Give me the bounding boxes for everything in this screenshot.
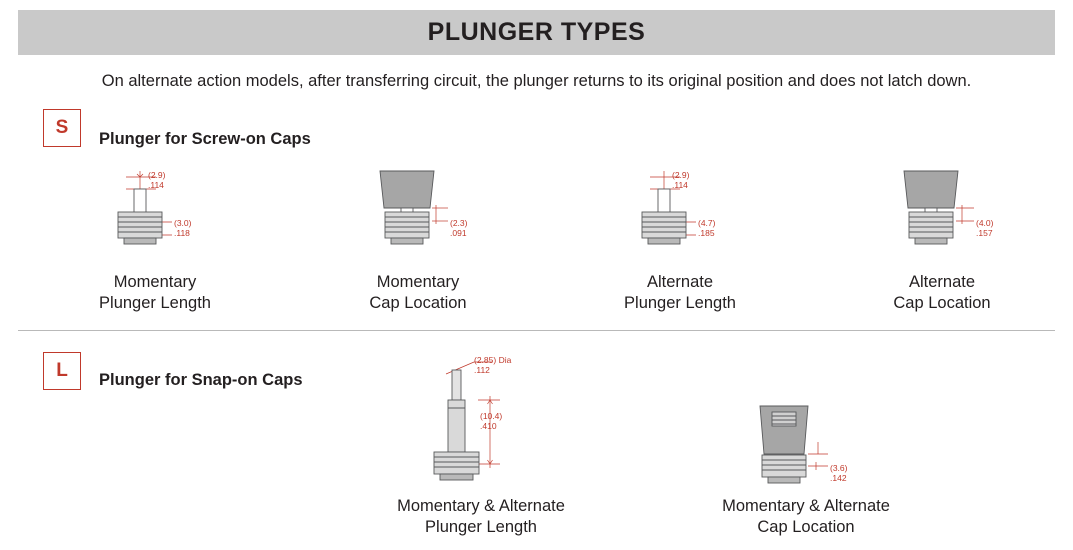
- dimension-label-2: (3.0) .118: [174, 218, 192, 238]
- section-badge-l-label: L: [56, 360, 68, 381]
- caption-alternate-plunger-length: [550, 272, 810, 314]
- figure-snap-cap-location: [748, 400, 868, 490]
- caption-line-2: Cap Location: [369, 294, 467, 312]
- dimension-label-1: (2.3) .091: [450, 218, 468, 238]
- figure-alternate-plunger-length: [634, 165, 754, 255]
- section-heading-screw-on: Plunger for Screw-on Caps: [99, 130, 311, 148]
- figure-snap-plunger-length: [432, 356, 562, 486]
- dimension-label-1: (2.85) Dia .112: [474, 355, 512, 375]
- caption-line-1: Momentary & Alternate: [397, 497, 565, 515]
- figure-momentary-plunger-length: [110, 165, 230, 255]
- caption-snap-cap-location: [676, 496, 936, 538]
- caption-snap-plunger-length: [351, 496, 611, 538]
- section-badge-l: [43, 352, 81, 390]
- figure-alternate-cap-location: [896, 165, 1016, 255]
- caption-alternate-cap-location: [812, 272, 1072, 314]
- drawing-alternate-plunger-length: [634, 165, 754, 255]
- dimension-label-1: (2.9) .114: [672, 170, 690, 190]
- caption-line-1: Alternate: [908, 273, 976, 291]
- dimension-label-1: (3.6) .142: [830, 463, 848, 483]
- dimension-label-2: (4.7) .185: [698, 218, 716, 238]
- drawing-snap-cap-location: [748, 400, 868, 490]
- intro-text: On alternate action models, after transferring circuit, the plunger returns to its original position and does not latch down.: [101, 72, 972, 90]
- dimension-label-2: (10.4) .410: [480, 411, 503, 431]
- caption-momentary-plunger-length: [25, 272, 285, 314]
- figure-momentary-cap-location: [372, 165, 492, 255]
- page-title: PLUNGER TYPES: [427, 18, 646, 46]
- section-heading-snap-on: Plunger for Snap-on Caps: [99, 371, 303, 389]
- section-divider: [18, 330, 1055, 331]
- caption-line-1: Momentary: [113, 273, 197, 291]
- drawing-alternate-cap-location: [896, 165, 1016, 255]
- page-header-banner: [18, 10, 1055, 55]
- dimension-label-1: (4.0) .157: [976, 218, 994, 238]
- section-badge-s-label: S: [55, 117, 69, 138]
- drawing-momentary-cap-location: [372, 165, 492, 255]
- caption-line-2: Cap Location: [893, 294, 991, 312]
- caption-line-2: Plunger Length: [624, 294, 736, 312]
- caption-line-2: Plunger Length: [99, 294, 211, 312]
- caption-line-2: Plunger Length: [425, 518, 537, 536]
- drawing-momentary-plunger-length: [110, 165, 230, 255]
- caption-momentary-cap-location: [288, 272, 548, 314]
- section-badge-s: [43, 109, 81, 147]
- caption-line-2: Cap Location: [757, 518, 855, 536]
- caption-line-1: Momentary: [376, 273, 460, 291]
- caption-line-1: Momentary & Alternate: [722, 497, 890, 515]
- caption-line-1: Alternate: [646, 273, 714, 291]
- dimension-label-1: (2.9) .114: [148, 170, 166, 190]
